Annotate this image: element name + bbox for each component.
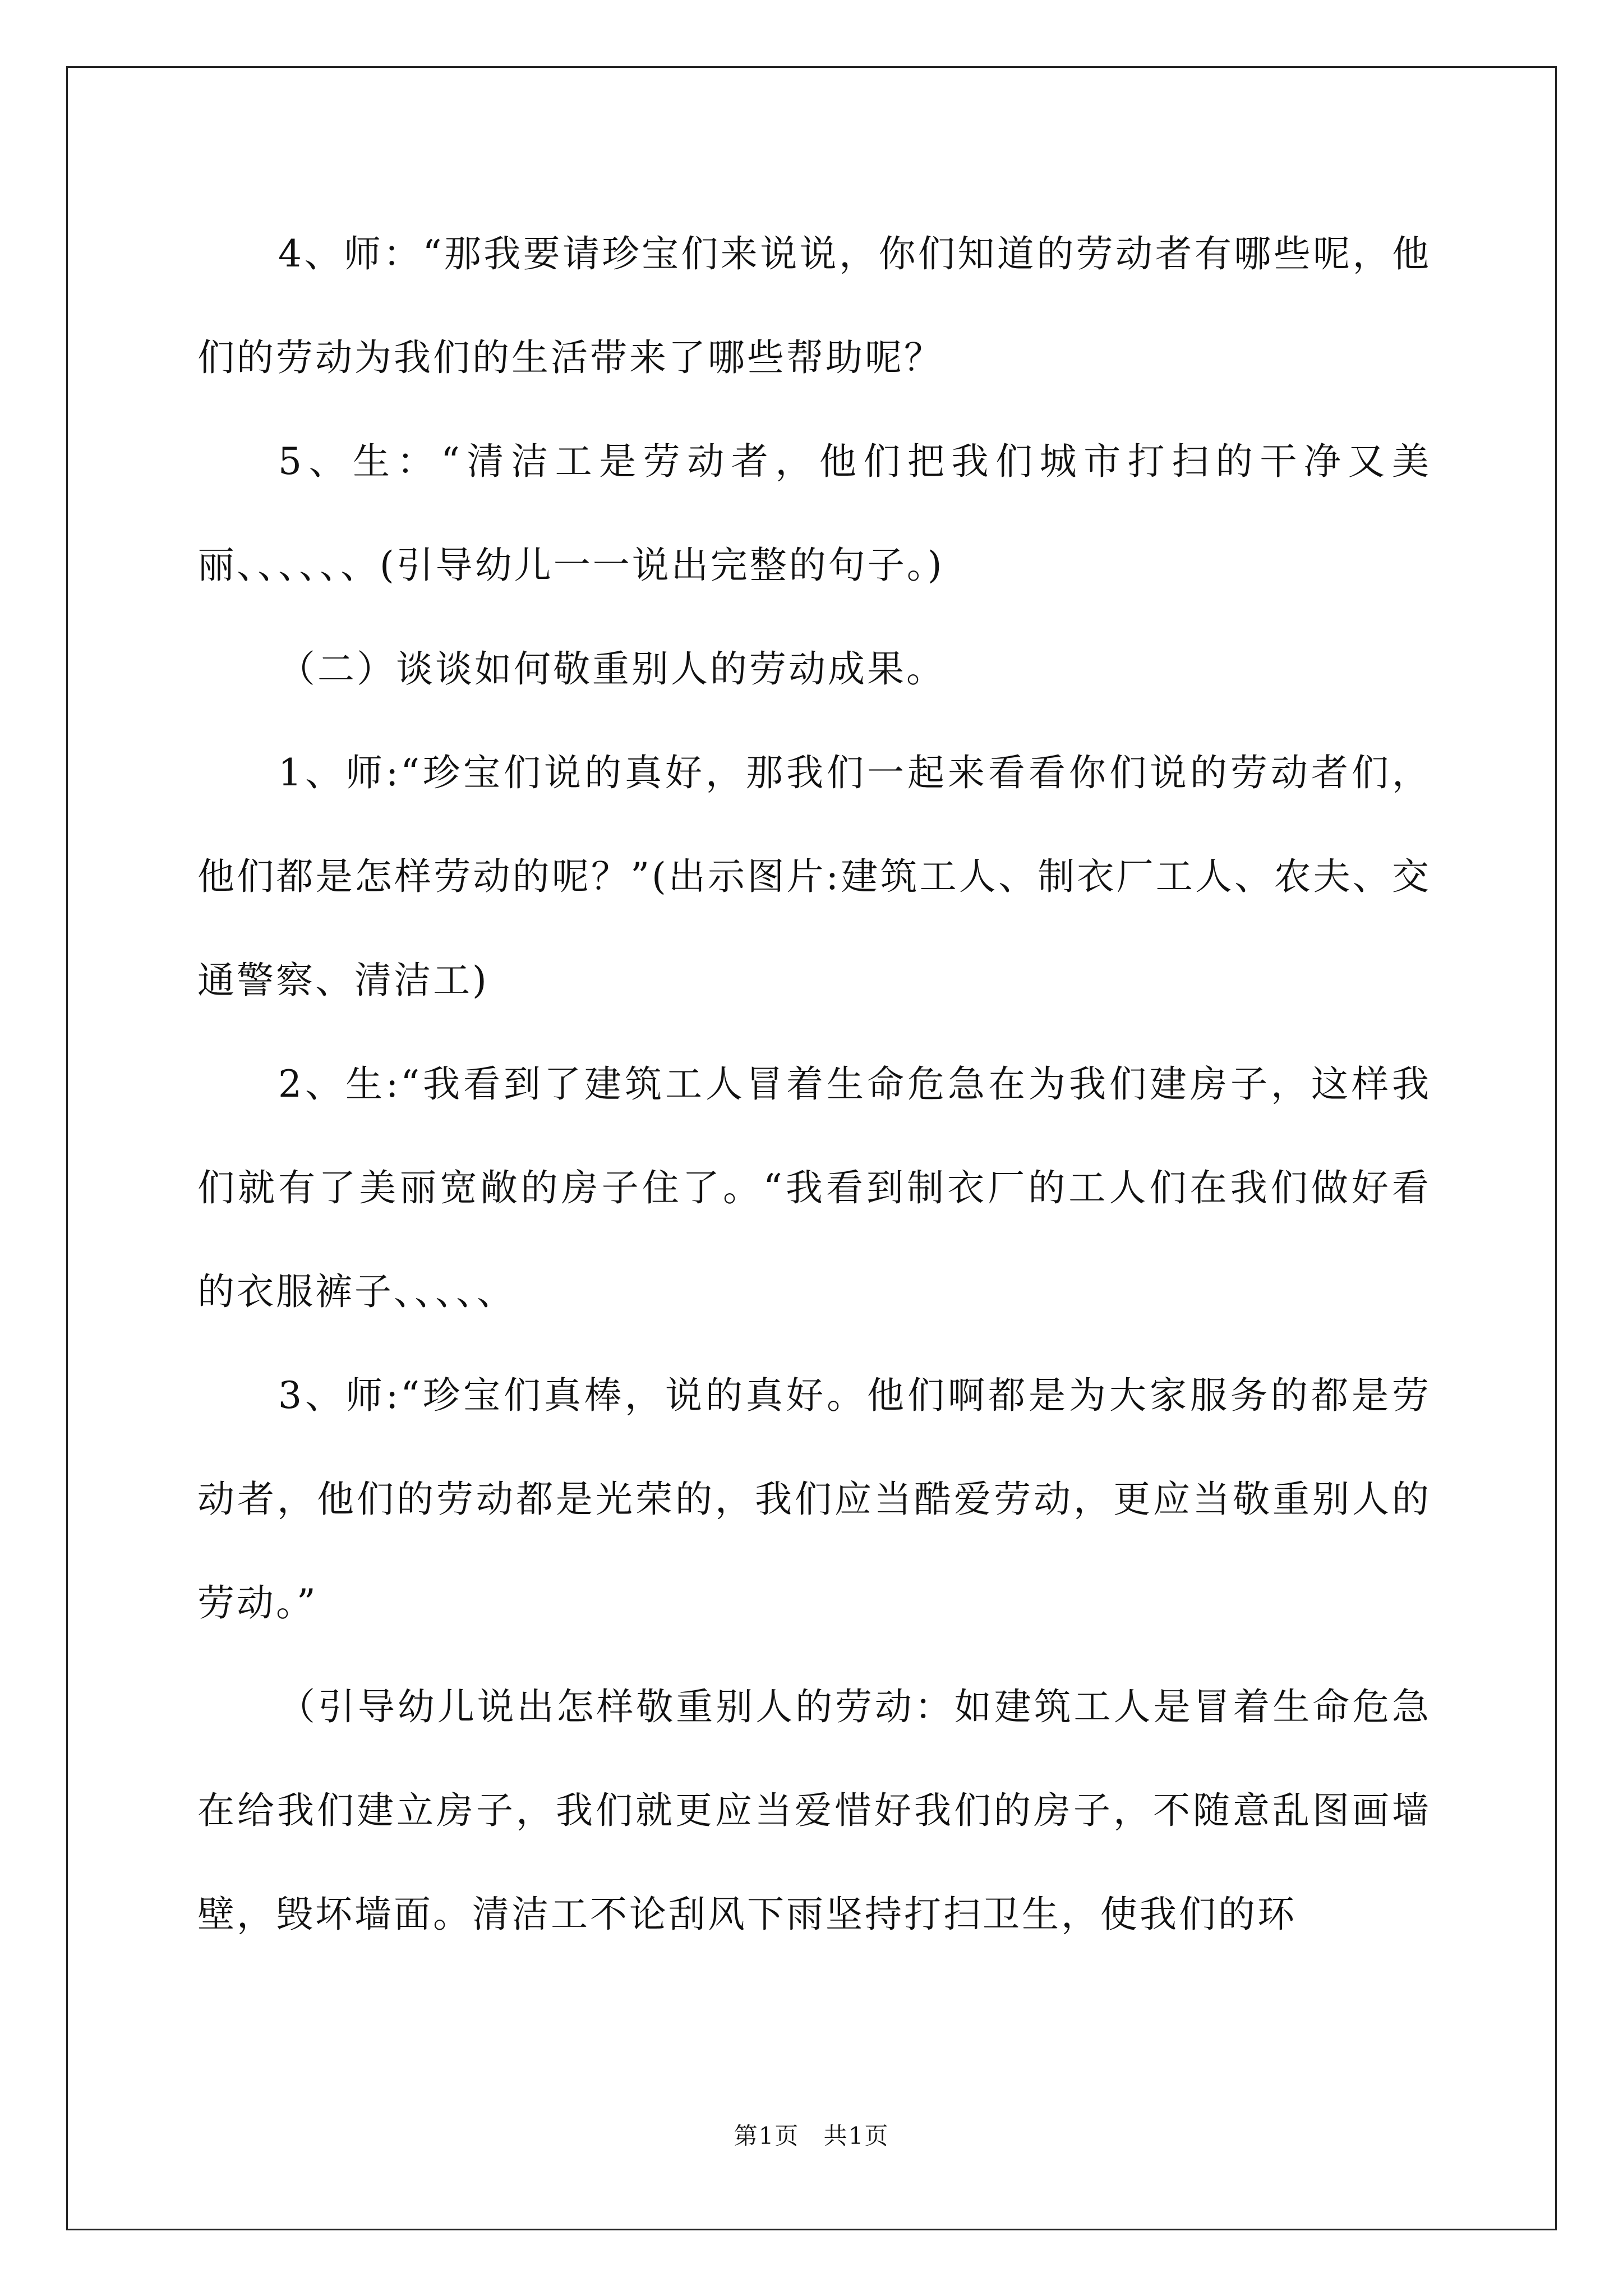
- paragraph-6: 3、师:“珍宝们真棒，说的真好。他们啊都是为大家服务的都是劳动者，他们的劳动都是光荣的，我们应当酷爱劳动，更应当敬重别人的劳动。”: [197, 1374, 1431, 1625]
- paragraph-5: 2、生:“我看到了建筑工人冒着生命危急在为我们建房子，这样我们就有了美丽宽敞的房子住了。“我看到制衣厂的工人们在我们做好看的衣服裤子、、、、、: [197, 1062, 1431, 1313]
- page-number-total: 共1页: [823, 2122, 889, 2150]
- page-footer: [0, 2118, 1623, 2151]
- paragraph-4: 1、师:“珍宝们说的真好，那我们一起来看看你们说的劳动者们，他们都是怎样劳动的呢？”(出示图片:建筑工人、制衣厂工人、农夫、交通警察、清洁工): [197, 751, 1431, 1002]
- paragraph-3: （二）谈谈如何敬重别人的劳动成果。: [278, 647, 946, 691]
- document-body: [197, 202, 1431, 1966]
- paragraph-1: 4、师：“那我要请珍宝们来说说，你们知道的劳动者有哪些呢，他们的劳动为我们的生活带来了哪些帮助呢？: [197, 232, 1431, 379]
- paragraph-2: 5、生：“清洁工是劳动者，他们把我们城市打扫的干净又美丽、、、、、、(引导幼儿一一说出完整的句子。): [197, 440, 1431, 587]
- paragraph-7: （引导幼儿说出怎样敬重别人的劳动：如建筑工人是冒着生命危急在给我们建立房子，我们就更应当爱惜好我们的房子，不随意乱图画墙壁，毁坏墙面。清洁工不论刮风下雨坚持打扫卫生，使我们的环: [197, 1685, 1431, 1936]
- page-number-current: 第1页: [734, 2122, 800, 2150]
